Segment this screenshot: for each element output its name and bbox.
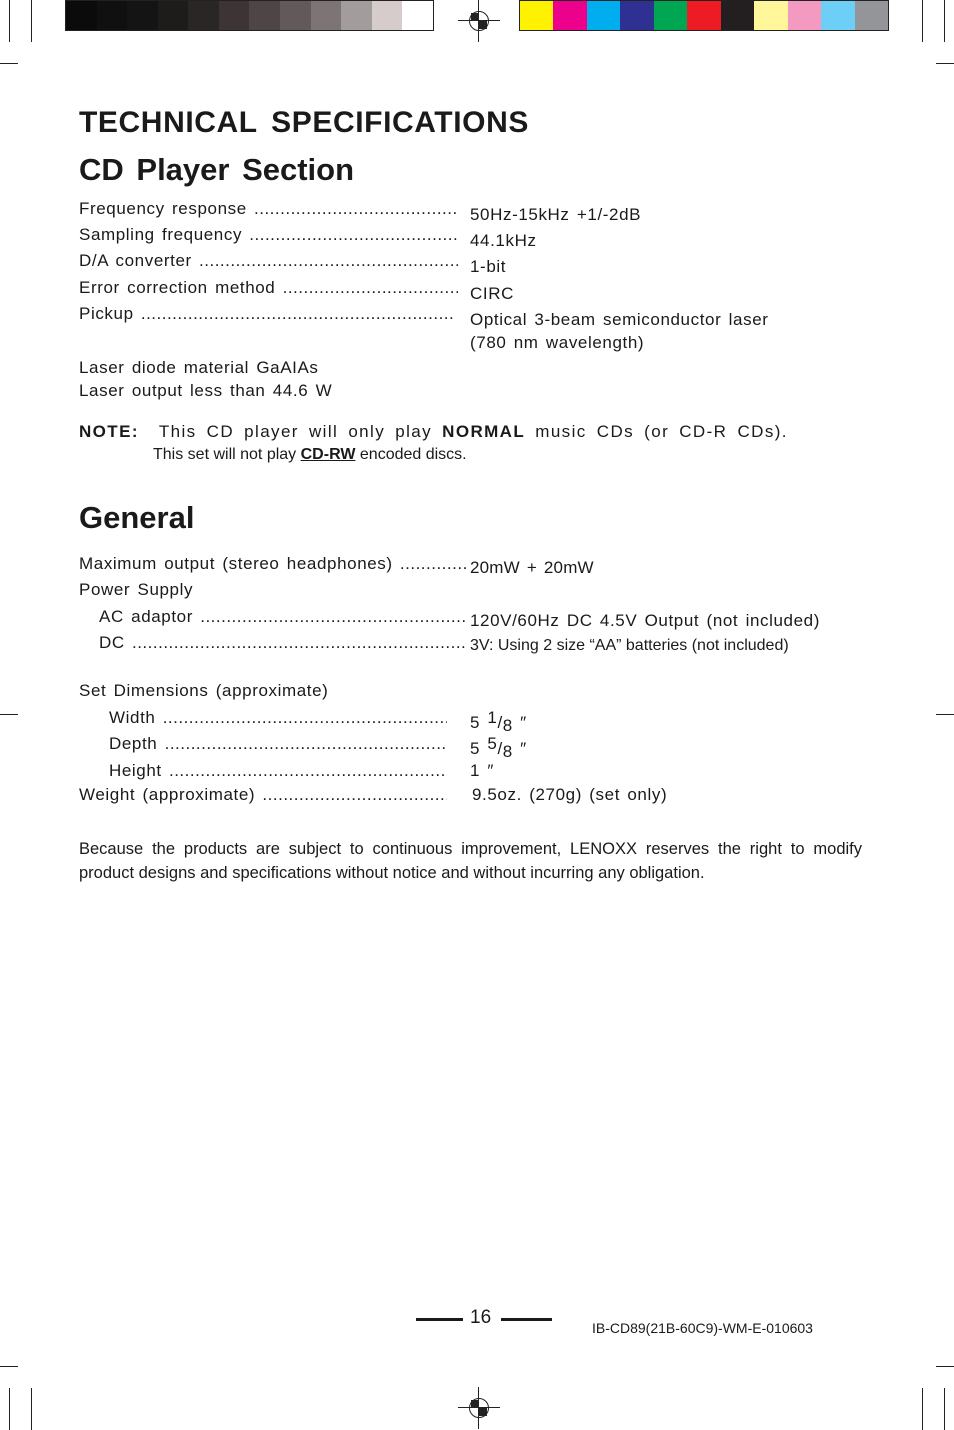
note-cdrw-line: This set will not play CD-RW encoded discs. xyxy=(153,446,467,463)
spec-label-sampling-frequency: Sampling frequency ..... xyxy=(79,225,458,245)
color-swatch xyxy=(754,1,787,30)
spec-value-width: 5 $^1/_8$ ″ xyxy=(470,708,527,735)
spec-value-sampling-frequency: 44.1kHz xyxy=(470,231,537,250)
crop-mark xyxy=(936,1366,954,1367)
color-swatch xyxy=(158,1,189,30)
color-swatch xyxy=(620,1,653,30)
spec-value-max-output: 20mW + 20mW xyxy=(470,558,594,577)
note-prefix: NOTE: xyxy=(79,422,139,441)
crop-mark xyxy=(0,63,18,64)
spec-value-height: 1 ″ xyxy=(470,761,494,780)
crop-mark xyxy=(922,0,923,42)
color-swatch xyxy=(721,1,754,30)
spec-label-frequency-response: Frequency response ..... xyxy=(79,199,458,219)
spec-label-error-correction: Error correction method ..... xyxy=(79,278,458,298)
document-code: IB-CD89(21B-60C9)-WM-E-010603 xyxy=(592,1320,813,1336)
crop-mark xyxy=(31,0,32,42)
crop-mark xyxy=(944,0,945,42)
spec-label-dc: DC ..... xyxy=(99,633,467,653)
color-swatch xyxy=(855,1,888,30)
crop-mark xyxy=(9,0,10,42)
registration-mark-bottom xyxy=(466,1395,492,1421)
spec-label-pickup: Pickup ..... xyxy=(79,304,453,324)
process-color-bar xyxy=(519,0,889,31)
page-number: 16 xyxy=(470,1307,492,1328)
spec-label-ac-adaptor: AC adaptor ..... xyxy=(99,607,467,627)
color-swatch xyxy=(97,1,128,30)
page-number-rule-left xyxy=(416,1318,463,1321)
color-swatch xyxy=(280,1,311,30)
spec-value-pickup: Optical 3-beam semiconductor laser xyxy=(470,310,769,329)
spec-value-da-converter: 1-bit xyxy=(470,257,507,276)
crop-mark xyxy=(922,1388,923,1430)
spec-label-max-output: Maximum output (stereo headphones) ..... xyxy=(79,554,467,574)
crop-mark xyxy=(944,1388,945,1430)
spec-value-ac-adaptor: 120V/60Hz DC 4.5V Output (not included) xyxy=(470,611,820,630)
set-dimensions-label: Set Dimensions (approximate) xyxy=(79,681,329,700)
color-swatch xyxy=(249,1,280,30)
color-swatch xyxy=(402,1,433,30)
note-cdrw: CD-RW xyxy=(300,446,356,463)
crop-mark xyxy=(936,63,954,64)
grayscale-color-bar xyxy=(65,0,434,31)
color-swatch xyxy=(654,1,687,30)
spec-value-frequency-response: 50Hz-15kHz +1/-2dB xyxy=(470,205,642,224)
cd-section-heading: CD Player Section xyxy=(79,152,355,187)
crop-mark xyxy=(31,1388,32,1430)
color-swatch xyxy=(188,1,219,30)
color-swatch xyxy=(788,1,821,30)
spec-label-depth: Depth ..... xyxy=(109,734,447,754)
color-swatch xyxy=(341,1,372,30)
crop-mark xyxy=(936,714,954,715)
note-text: NOTE: This CD player will only play NORMAL music CDs (or CD-R CDs). xyxy=(79,422,788,441)
color-swatch xyxy=(311,1,342,30)
disclaimer-paragraph: Because the products are subject to continuous improvement, LENOXX reserves the right to modify product designs and specifications without notice and without incurring any obligation. xyxy=(79,840,862,882)
page-title: TECHNICAL SPECIFICATIONS xyxy=(79,106,529,139)
color-swatch xyxy=(553,1,586,30)
spec-label-width: Width ..... xyxy=(109,708,447,728)
spec-value-dc: 3V: Using 2 size “AA” batteries (not included) xyxy=(470,637,789,654)
color-swatch xyxy=(219,1,250,30)
laser-diode-material: Laser diode material GaAIAs xyxy=(79,358,319,377)
power-supply-label: Power Supply xyxy=(79,580,194,599)
spec-value-pickup-wavelength: (780 nm wavelength) xyxy=(470,333,645,352)
color-swatch xyxy=(127,1,158,30)
spec-value-depth: 5 $^5/_8$ ″ xyxy=(470,734,527,761)
crop-mark xyxy=(9,1388,10,1430)
spec-label-da-converter: D/A converter ..... xyxy=(79,251,458,271)
spec-value-error-correction: CIRC xyxy=(470,284,514,303)
spec-label-height: Height ..... xyxy=(109,761,447,781)
color-swatch xyxy=(520,1,553,30)
color-swatch xyxy=(372,1,403,30)
color-swatch xyxy=(687,1,720,30)
color-swatch xyxy=(587,1,620,30)
laser-output: Laser output less than 44.6 W xyxy=(79,381,333,400)
color-swatch xyxy=(66,1,97,30)
note-normal: NORMAL xyxy=(442,422,526,441)
spec-value-weight: 9.5oz. (270g) (set only) xyxy=(472,785,668,804)
registration-mark-top xyxy=(466,8,492,34)
crop-mark xyxy=(0,714,18,715)
spec-label-weight: Weight (approximate) ..... xyxy=(79,785,447,805)
color-swatch xyxy=(821,1,854,30)
general-heading: General xyxy=(79,500,195,535)
page-number-rule-right xyxy=(501,1318,552,1321)
crop-mark xyxy=(0,1366,18,1367)
